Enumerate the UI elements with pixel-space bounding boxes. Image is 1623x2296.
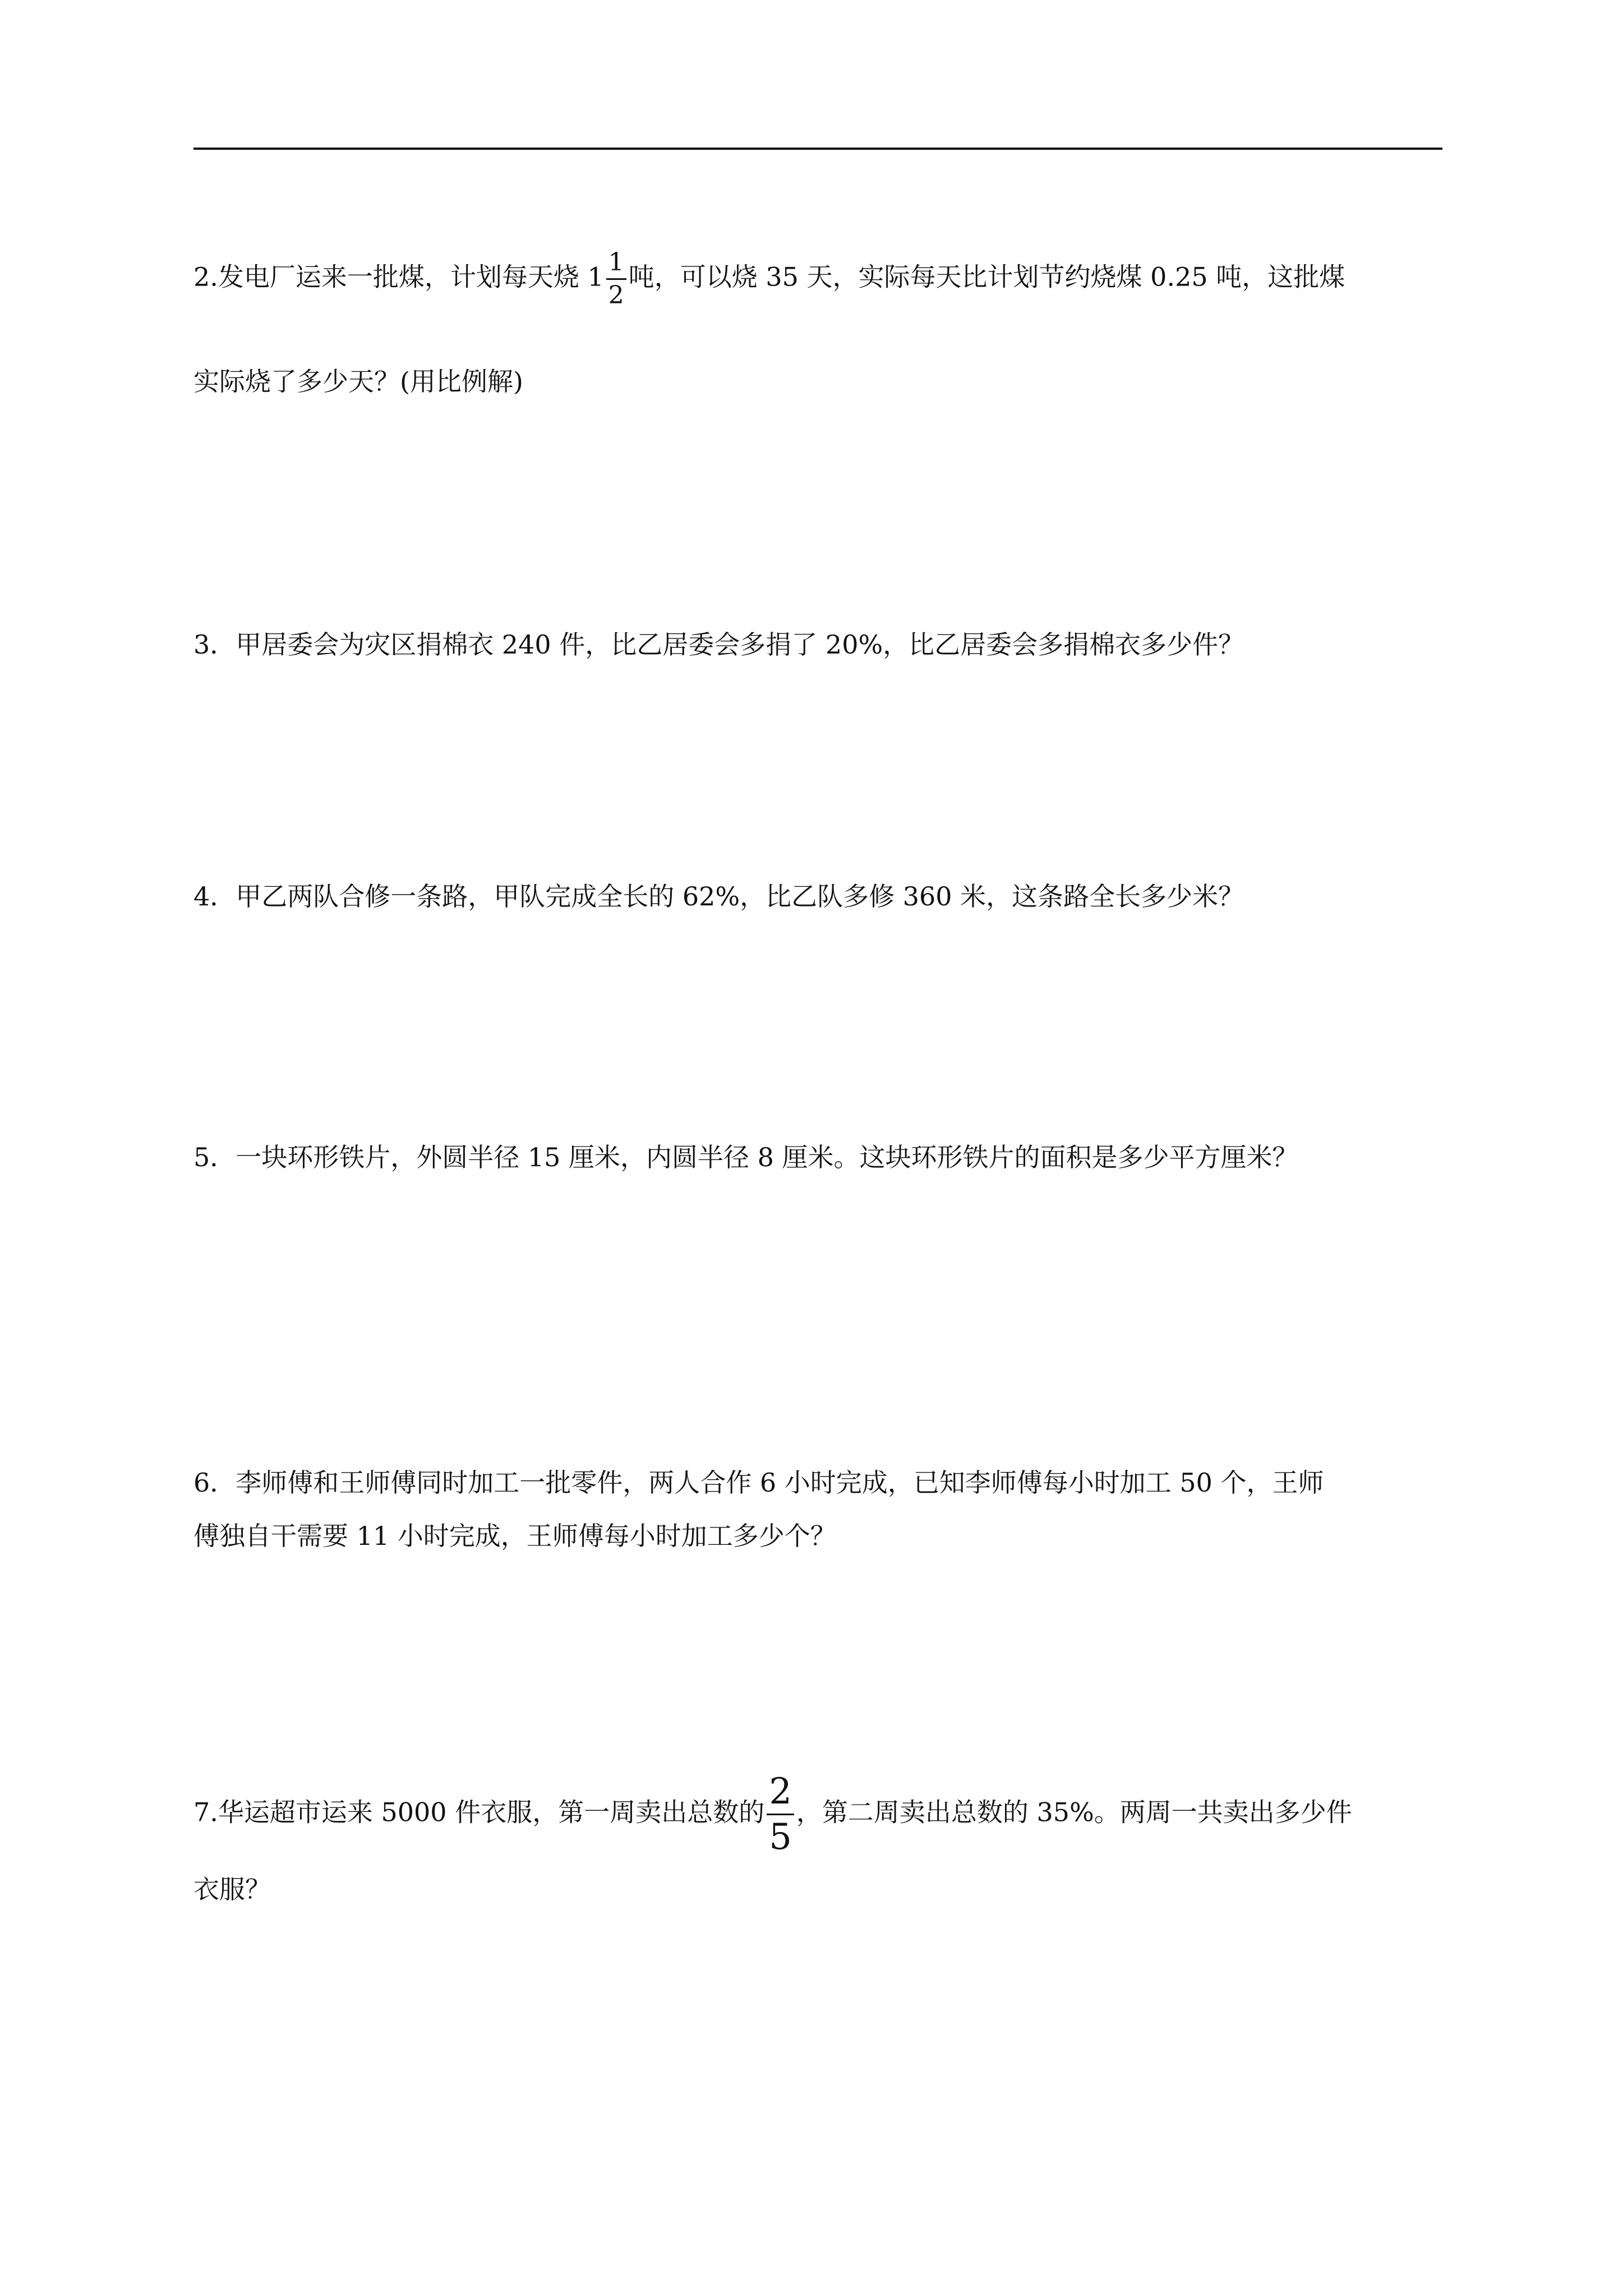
problem-2-line-2: 实际烧了多少天？(用比例解) (193, 366, 523, 397)
problem-7 (193, 1770, 1442, 1859)
problem-7-text-before: 7.华运超市运来 5000 件衣服，第一周卖出总数的 (193, 1797, 765, 1828)
problem-6-line-2: 傅独自干需要 11 小时完成，王师傅每小时加工多少个？ (193, 1521, 836, 1551)
problem-2-fraction (606, 247, 626, 311)
header-rule (193, 148, 1442, 150)
fraction-numerator: 2 (767, 1770, 794, 1815)
fraction-numerator: 1 (606, 247, 626, 280)
problem-2 (193, 247, 1442, 311)
problem-7-text-after: ，第二周卖出总数的 35%。两周一共卖出多少件 (796, 1797, 1352, 1828)
problem-4: 4．甲乙两队合修一条路，甲队完成全长的 62%，比乙队多修 360 米，这条路全长多少米？ (193, 881, 1244, 912)
fraction-denominator: 5 (769, 1816, 792, 1858)
problem-7-fraction (767, 1770, 794, 1859)
fraction-denominator: 2 (608, 281, 624, 310)
problem-6-line-1: 6．李师傅和王师傅同时加工一批零件，两人合作 6 小时完成，已知李师傅每小时加工 50 个，王师 (193, 1467, 1324, 1498)
problem-5: 5．一块环形铁片，外圆半径 15 厘米，内圆半径 8 厘米。这块环形铁片的面积是多少平方厘米？ (193, 1142, 1298, 1172)
problem-2-text-after: 吨，可以烧 35 天，实际每天比计划节约烧煤 0.25 吨，这批煤 (628, 261, 1345, 292)
problem-7-line-2: 衣服？ (193, 1874, 271, 1904)
problem-2-text-before: 2.发电厂运来一批煤，计划每天烧 1 (193, 261, 604, 292)
problem-3: 3．甲居委会为灾区捐棉衣 240 件，比乙居委会多捐了 20%，比乙居委会多捐棉衣多少件？ (193, 629, 1244, 660)
